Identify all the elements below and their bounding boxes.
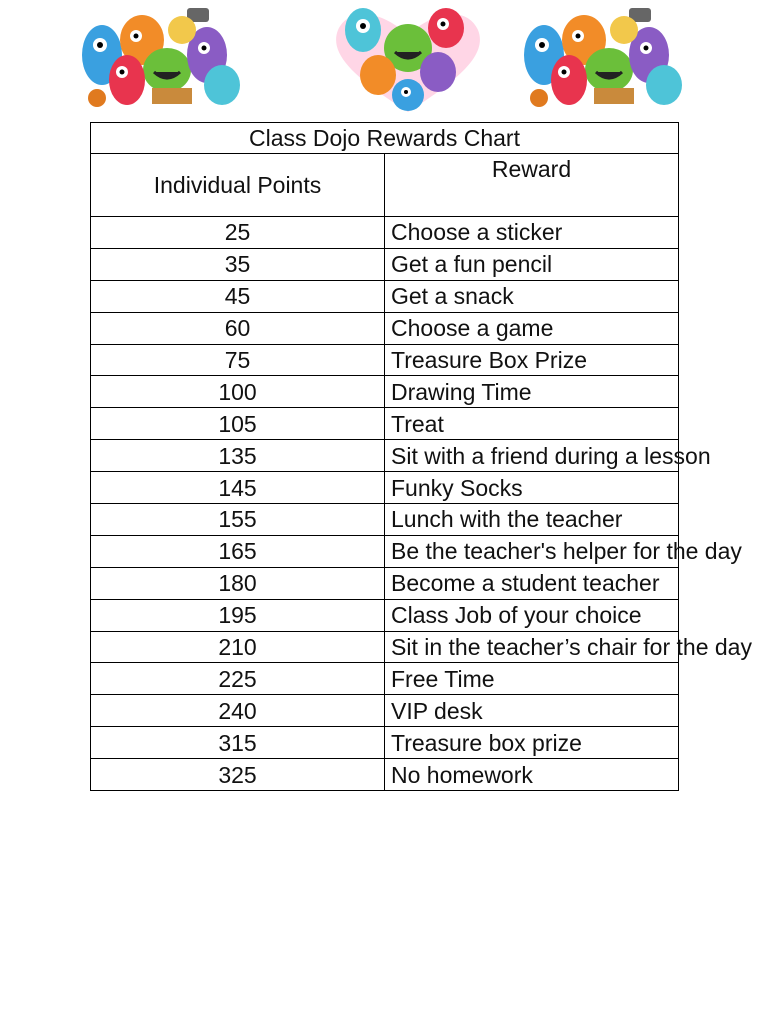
points-cell: 240 — [91, 695, 385, 727]
table-row — [91, 408, 679, 440]
points-cell: 60 — [91, 312, 385, 344]
table-row — [91, 217, 679, 249]
points-cell: 180 — [91, 567, 385, 599]
chart-title: Class Dojo Rewards Chart — [91, 123, 679, 154]
points-cell: 195 — [91, 599, 385, 631]
points-cell: 325 — [91, 759, 385, 791]
table-row — [91, 504, 679, 536]
points-cell: 105 — [91, 408, 385, 440]
reward-cell: Choose a sticker — [385, 217, 679, 249]
points-column-header: Individual Points — [91, 154, 385, 217]
reward-cell: Funky Socks — [385, 472, 679, 504]
dojo-monsters-right-image — [514, 0, 694, 118]
table-row — [91, 695, 679, 727]
table-row — [91, 344, 679, 376]
header-row — [91, 154, 679, 217]
table-row — [91, 280, 679, 312]
reward-cell: Treat — [385, 408, 679, 440]
table-row — [91, 631, 679, 663]
reward-cell: Free Time — [385, 663, 679, 695]
table-row — [91, 472, 679, 504]
table-row — [91, 663, 679, 695]
points-cell: 210 — [91, 631, 385, 663]
table-row — [91, 535, 679, 567]
points-cell: 145 — [91, 472, 385, 504]
table-row — [91, 440, 679, 472]
reward-cell: Become a student teacher — [385, 567, 679, 599]
table-row — [91, 248, 679, 280]
points-cell: 75 — [91, 344, 385, 376]
points-cell: 35 — [91, 248, 385, 280]
points-cell: 135 — [91, 440, 385, 472]
reward-cell: Get a fun pencil — [385, 248, 679, 280]
reward-cell: Class Job of your choice — [385, 599, 679, 631]
table-row — [91, 599, 679, 631]
table-row — [91, 759, 679, 791]
table-row — [91, 567, 679, 599]
points-cell: 315 — [91, 727, 385, 759]
reward-cell: No homework — [385, 759, 679, 791]
points-cell: 165 — [91, 535, 385, 567]
reward-column-header: Reward — [385, 154, 679, 217]
title-row — [91, 123, 679, 154]
table-row — [91, 727, 679, 759]
reward-cell: Lunch with the teacher — [385, 504, 679, 536]
points-cell: 25 — [91, 217, 385, 249]
dojo-monsters-left-image — [72, 0, 252, 118]
reward-cell: VIP desk — [385, 695, 679, 727]
reward-cell: Treasure Box Prize — [385, 344, 679, 376]
table-row — [91, 376, 679, 408]
reward-cell: Treasure box prize — [385, 727, 679, 759]
reward-cell: Choose a game — [385, 312, 679, 344]
rewards-table — [90, 122, 752, 791]
points-cell: 45 — [91, 280, 385, 312]
reward-cell: Sit in the teacher’s chair for the day — [385, 631, 679, 663]
points-cell: 155 — [91, 504, 385, 536]
dojo-monsters-heart-image — [318, 0, 498, 118]
reward-cell: Get a snack — [385, 280, 679, 312]
points-cell: 100 — [91, 376, 385, 408]
reward-cell: Sit with a friend during a lesson — [385, 440, 679, 472]
table-row — [91, 312, 679, 344]
points-cell: 225 — [91, 663, 385, 695]
reward-cell: Drawing Time — [385, 376, 679, 408]
reward-cell: Be the teacher's helper for the day — [385, 535, 679, 567]
